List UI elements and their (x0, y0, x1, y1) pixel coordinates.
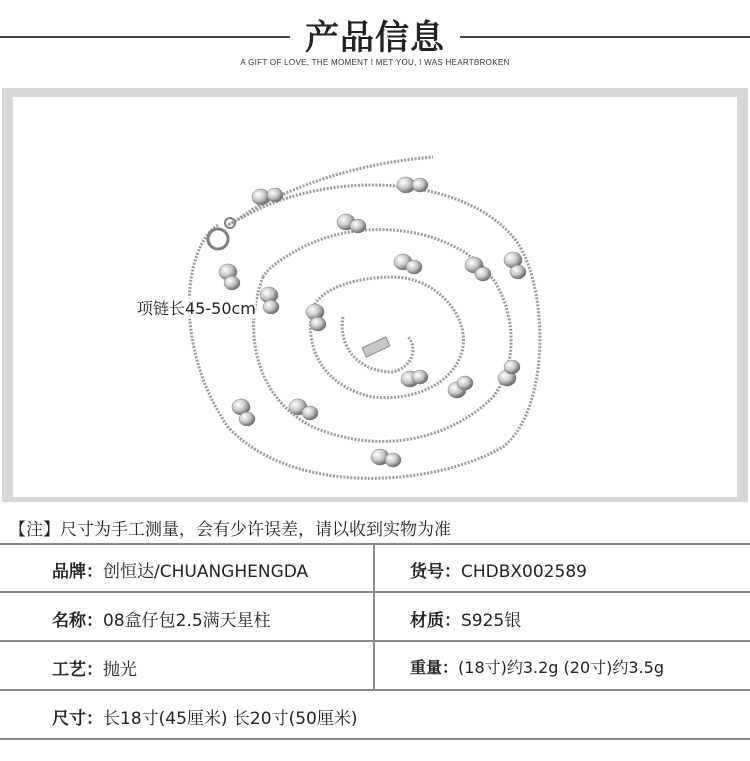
spec-weight-value: (18寸)约3.2g (20寸)约3.5g (458, 658, 664, 677)
spec-weight (410, 655, 664, 678)
spec-weight-key: 重量： (410, 658, 459, 677)
title-rule-right (460, 36, 750, 38)
spec-item-no (410, 557, 587, 582)
clasp-ring-icon (208, 229, 228, 249)
spec-size-value: 长18寸(45厘米) 长20寸(50厘米) (103, 709, 358, 729)
table-rule (0, 689, 750, 691)
necklace-image (13, 97, 737, 497)
necklace-length-label: 项链长45-50cm (137, 296, 256, 319)
spec-table (0, 543, 750, 740)
header (0, 0, 750, 90)
page-subtitle: A GIFT OF LOVE, THE MOMENT I MET YOU, I WAS HEARTBROKEN (240, 58, 510, 67)
spec-item-no-value: CHDBX002589 (461, 562, 587, 582)
spec-name-key: 名称： (52, 611, 103, 631)
spec-brand-key: 品牌： (52, 562, 103, 582)
spec-size (52, 704, 357, 729)
spec-craft-value: 抛光 (103, 660, 137, 680)
spec-name-value: 08盒仔包2.5满天星柱 (103, 611, 271, 631)
spec-material-key: 材质： (410, 611, 461, 631)
table-column-divider (373, 543, 375, 690)
spec-size-key: 尺寸： (52, 709, 103, 729)
product-photo-frame (2, 88, 748, 502)
spec-brand (52, 557, 308, 582)
table-rule (0, 738, 750, 740)
product-photo (13, 97, 737, 497)
title-rule-left (0, 36, 290, 38)
spec-craft (52, 655, 137, 680)
spec-material (410, 606, 521, 631)
table-rule (0, 591, 750, 593)
spec-item-no-key: 货号： (410, 562, 461, 582)
table-rule (0, 543, 750, 545)
spec-brand-value: 创恒达/CHUANGHENGDA (103, 562, 309, 582)
measurement-note: 【注】尺寸为手工测量，会有少许误差，请以收到实物为准 (9, 520, 451, 540)
spec-craft-key: 工艺： (52, 660, 103, 680)
spec-material-value: S925银 (461, 611, 522, 631)
spec-name (52, 606, 271, 631)
page-title: 产品信息 (305, 18, 445, 58)
bead-group (219, 177, 526, 467)
table-rule (0, 640, 750, 642)
